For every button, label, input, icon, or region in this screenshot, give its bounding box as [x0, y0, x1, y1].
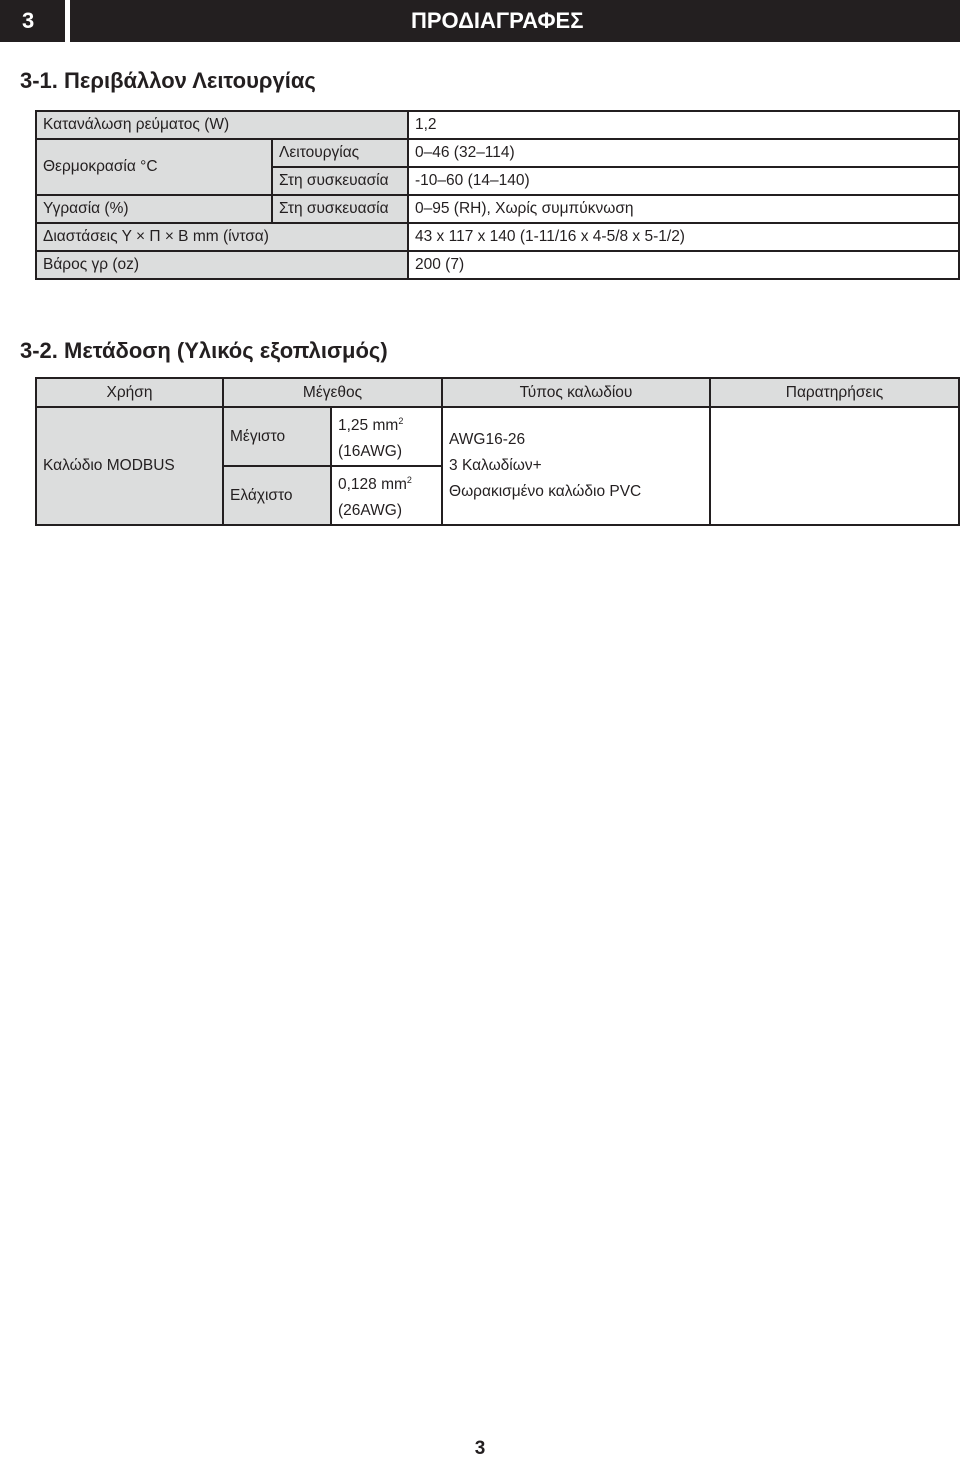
humidity-storage-label: Στη συσκευασία	[272, 195, 408, 223]
temperature-operating-value: 0–46 (32–114)	[408, 139, 959, 167]
temperature-storage-label: Στη συσκευασία	[272, 167, 408, 195]
size-max-label: Μέγιστο	[223, 407, 331, 466]
dimensions-label: Διαστάσεις Υ × Π × Β mm (ίντσα)	[36, 223, 408, 251]
transmission-table	[35, 377, 960, 526]
table-row	[36, 223, 959, 251]
header-usage: Χρήση	[36, 378, 223, 407]
cable-type	[442, 407, 710, 525]
header-cable-type: Τύπος καλωδίου	[442, 378, 710, 407]
usage-modbus-cable: Καλώδιο MODBUS	[36, 407, 223, 525]
power-value: 1,2	[408, 111, 959, 139]
weight-label: Βάρος γρ (oz)	[36, 251, 408, 279]
size-max-value-sup: 2	[398, 416, 404, 426]
size-max-value	[331, 407, 442, 466]
size-max-value-main: 1,25 mm	[338, 417, 399, 434]
chapter-number: 3	[0, 0, 65, 42]
section-title-environment: 3-1. Περιβάλλον Λειτουργίας	[20, 68, 316, 93]
chapter-title: ΠΡΟΔΙΑΓΡΑΦΕΣ	[70, 0, 960, 42]
page-number: 3	[474, 1438, 486, 1459]
power-label: Κατανάλωση ρεύματος (W)	[36, 111, 408, 139]
header-size: Μέγεθος	[223, 378, 442, 407]
size-max-value-awg: (16AWG)	[338, 443, 403, 460]
cable-type-line1: AWG16-26	[449, 431, 526, 448]
dimensions-value: 43 x 117 x 140 (1-11/16 x 4-5/8 x 5-1/2)	[408, 223, 959, 251]
humidity-label: Υγρασία (%)	[36, 195, 272, 223]
cable-type-line3: Θωρακισμένο καλώδιο PVC	[449, 483, 642, 500]
size-min-value-sup: 2	[406, 475, 412, 485]
table-header-row	[36, 378, 959, 407]
size-min-label: Ελάχιστο	[223, 466, 331, 525]
header-remarks: Παρατηρήσεις	[710, 378, 959, 407]
temperature-operating-label: Λειτουργίας	[272, 139, 408, 167]
weight-value: 200 (7)	[408, 251, 959, 279]
size-min-value-awg: (26AWG)	[338, 502, 403, 519]
size-min-value	[331, 466, 442, 525]
table-row	[36, 139, 959, 167]
temperature-label: Θερμοκρασία °C	[36, 139, 272, 195]
humidity-value: 0–95 (RH), Χωρίς συμπύκνωση	[408, 195, 959, 223]
section-title-transmission: 3-2. Μετάδοση (Υλικός εξοπλισμός)	[20, 338, 388, 363]
remarks-cell	[710, 407, 959, 525]
table-row	[36, 251, 959, 279]
size-min-value-main: 0,128 mm	[338, 476, 407, 493]
table-row	[36, 111, 959, 139]
table-row	[36, 407, 959, 466]
table-row	[36, 195, 959, 223]
cable-type-line2: 3 Καλωδίων+	[449, 457, 542, 474]
temperature-storage-value: -10–60 (14–140)	[408, 167, 959, 195]
environment-table	[35, 110, 960, 280]
